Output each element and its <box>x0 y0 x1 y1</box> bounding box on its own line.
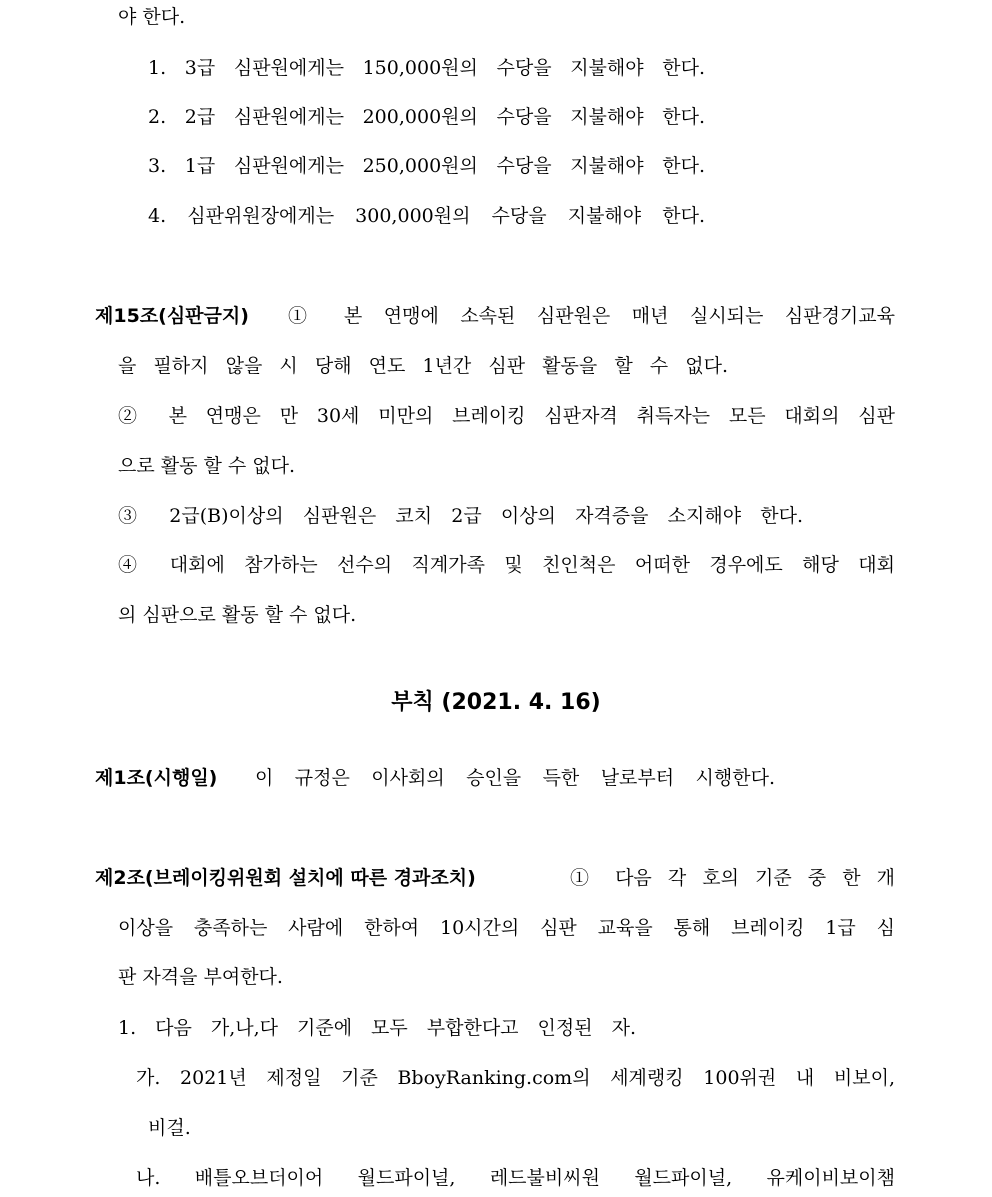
art14-item-2: 2. 2급 심판원에게는 200,000원의 수당을 지불해야 한다. <box>148 106 705 128</box>
addendum-art1-text: 이 규정은 이사회의 승인을 득한 날로부터 시행한다. <box>255 767 775 789</box>
art15-p4-line1: ④ 대회에 참가하는 선수의 직계가족 및 친인척은 어떠한 경우에도 해당 대회 <box>118 554 895 576</box>
art15-title: 제15조(심판금지) <box>95 305 249 327</box>
art14-item-4: 4. 심판위원장에게는 300,000원의 수당을 지불해야 한다. <box>148 205 705 227</box>
addendum-art2-first-line <box>95 864 895 892</box>
addendum-art1-title: 제1조(시행일) <box>95 767 218 789</box>
addendum-sub-na-line1: 나. 배틀오브더이어 월드파이널, 레드불비씨원 월드파이널, 유케이비보이챔 <box>136 1167 895 1189</box>
art14-tail: 야 한다. <box>118 6 186 28</box>
addendum-heading: 부칙 (2021. 4. 16) <box>391 690 601 715</box>
art15-p2-line1: ② 본 연맹은 만 30세 미만의 브레이킹 심판자격 취득자는 모든 대회의 심판 <box>118 405 895 427</box>
art15-p3: ③ 2급(B)이상의 심판원은 코치 2급 이상의 자격증을 소지해야 한다. <box>118 505 803 527</box>
art15-p2-line2: 으로 활동 할 수 없다. <box>118 455 296 477</box>
art15-line2: 을 필하지 않을 시 당해 연도 1년간 심판 활동을 할 수 없다. <box>118 355 728 377</box>
addendum-item-1: 1. 다음 가,나,다 기준에 모두 부합한다고 인정된 자. <box>118 1017 636 1039</box>
art15-line1: ① 본 연맹에 소속된 심판원은 매년 실시되는 심판경기교육 <box>288 305 895 327</box>
addendum-art2-line1: ① 다음 각 호의 기준 중 한 개 <box>570 867 895 889</box>
art14-item-3: 3. 1급 심판원에게는 250,000원의 수당을 지불해야 한다. <box>148 155 705 177</box>
art14-item-1: 1. 3급 심판원에게는 150,000원의 수당을 지불해야 한다. <box>148 57 705 79</box>
art15-p4-line2: 의 심판으로 활동 할 수 없다. <box>118 604 357 626</box>
addendum-sub-ga-line1: 가. 2021년 제정일 기준 BboyRanking.com의 세계랭킹 100위권 내 비보이, <box>136 1067 895 1089</box>
addendum-art2-title: 제2조(브레이킹위원회 설치에 따른 경과조치) <box>95 867 476 889</box>
addendum-art2-line3: 판 자격을 부여한다. <box>118 966 283 988</box>
addendum-art1 <box>95 764 775 792</box>
addendum-art2-line2: 이상을 충족하는 사람에 한하여 10시간의 심판 교육을 통해 브레이킹 1급 심 <box>118 917 895 939</box>
addendum-sub-ga-line2: 비걸. <box>148 1117 191 1139</box>
art15-first-line <box>95 302 895 330</box>
